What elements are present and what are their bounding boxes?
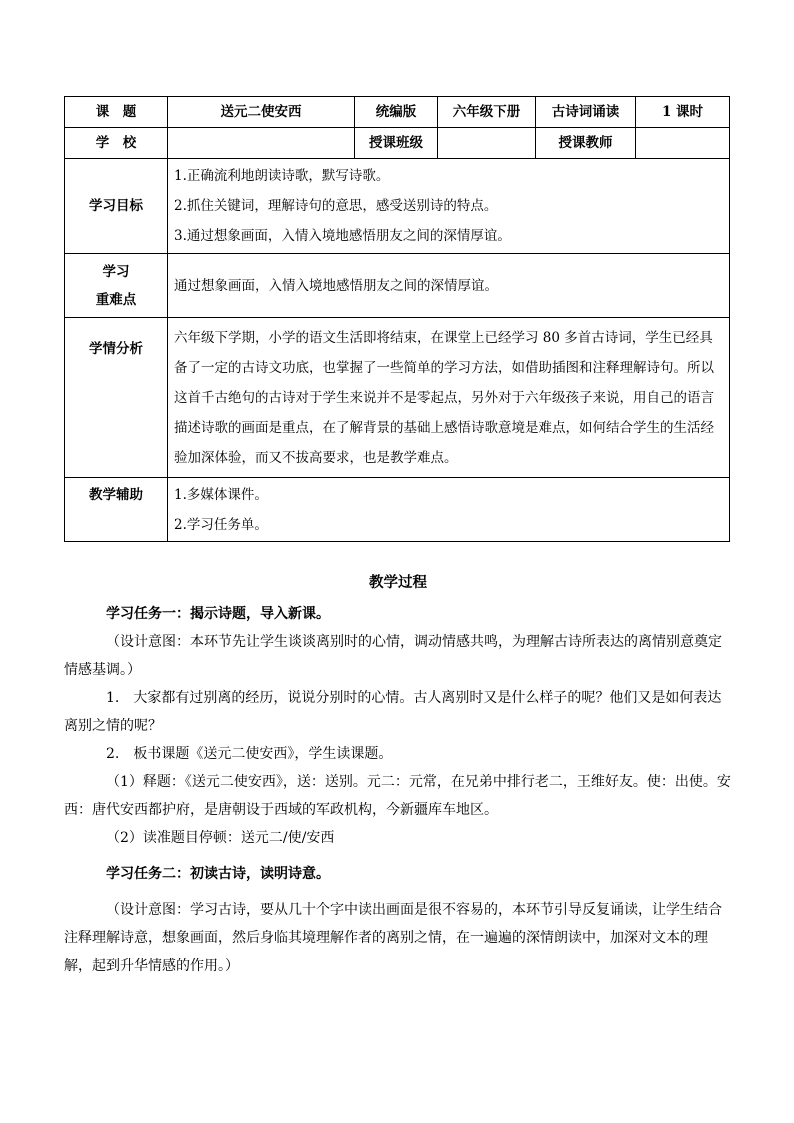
- table-row: [65, 128, 730, 159]
- lesson-plan-table: [64, 96, 730, 542]
- publisher: 统编版: [355, 97, 438, 128]
- unit: 古诗词诵读: [536, 97, 636, 128]
- section-title: 教学过程: [369, 574, 427, 591]
- teacher-label: 授课教师: [536, 128, 636, 159]
- grade: 六年级下册: [438, 97, 536, 128]
- key-points-text: 通过想象画面，入情入境地感悟朋友之间的深情厚谊。: [168, 254, 730, 318]
- lesson-title: 送元二使安西: [168, 97, 355, 128]
- class-value: [438, 128, 536, 159]
- table-row: [65, 318, 730, 478]
- task-heading: 学习任务二：初读古诗，读明诗意。: [106, 866, 330, 882]
- goals-cell: [168, 159, 730, 254]
- table-row: [65, 478, 730, 542]
- aid-item: 2.学习任务单。: [174, 516, 268, 533]
- goal-item: 3.通过想象画面，入情入境地感悟朋友之间的深情厚谊。: [174, 228, 511, 244]
- paragraph: （1）释题：《送元二使安西》，送：送别。元二：元常，在兄弟中排行老二，王维好友。使：出使。安西：唐代安西都护府，是唐朝设于西域的军政机构，今新疆库车地区。: [64, 774, 731, 818]
- aid-item: 1.多媒体课件。: [174, 486, 268, 503]
- goal-item: 2.抓住关键词，理解诗句的意思，感受送别诗的特点。: [174, 198, 498, 214]
- aids-label: 教学辅助: [65, 478, 168, 542]
- key-points-label: 学习 重难点: [65, 254, 168, 318]
- paragraph: 1. 大家都有过别离的经历，说说分别时的心情。古人离别时又是什么样子的呢？他们又是如何表达离别之情的呢？: [64, 690, 722, 734]
- goals-label: 学习目标: [65, 159, 168, 254]
- design-intent: （设计意图：本环节先让学生谈谈离别时的心情，调动情感共鸣，为理解古诗所表达的离情别意奠定情感基调。）: [64, 634, 722, 678]
- class-label: 授课班级: [355, 128, 438, 159]
- table-row: [65, 254, 730, 318]
- table-row: [65, 159, 730, 254]
- school-label: 学 校: [65, 128, 168, 159]
- task-heading: 学习任务一：揭示诗题，导入新课。: [106, 606, 330, 622]
- paragraph: 2. 板书课题《送元二使安西》，学生读课题。: [106, 746, 393, 762]
- analysis-label: 学情分析: [65, 318, 168, 478]
- analysis-text: 六年级下学期，小学的语文生活即将结束，在课堂上已经学习 80 多首古诗词，学生已经具备了一定的古诗文功底，也掌握了一些简单的学习方法，如借助插图和注释理解诗句。所以这首千古绝句的古诗对于学生来说并不是零起点，另外对于六年级孩子来说，用自己的语言描述诗歌的画面是重点，在了解背景的基础上感悟诗歌意境是难点，如何结合学生的生活经验加深体验，而又不拔高要求，也是教学难点。: [168, 318, 730, 478]
- teacher-value: [636, 128, 730, 159]
- design-intent: （设计意图：学习古诗，要从几十个字中读出画面是很不容易的，本环节引导反复诵读，让学生结合注释理解诗意，想象画面，然后身临其境理解作者的离别之情，在一遍遍的深情朗读中，加深对文本的理解，起到升华情感的作用。）: [64, 902, 722, 974]
- paragraph: （2）读准题目停顿：送元二/使/安西: [106, 830, 335, 846]
- table-row: [65, 97, 730, 128]
- hours: 1 课时: [636, 97, 730, 128]
- aids-cell: [168, 478, 730, 542]
- school-value: [168, 128, 355, 159]
- goal-item: 1.正确流利地朗读诗歌，默写诗歌。: [174, 168, 390, 184]
- teaching-process: [64, 566, 732, 980]
- topic-label: 课 题: [65, 97, 168, 128]
